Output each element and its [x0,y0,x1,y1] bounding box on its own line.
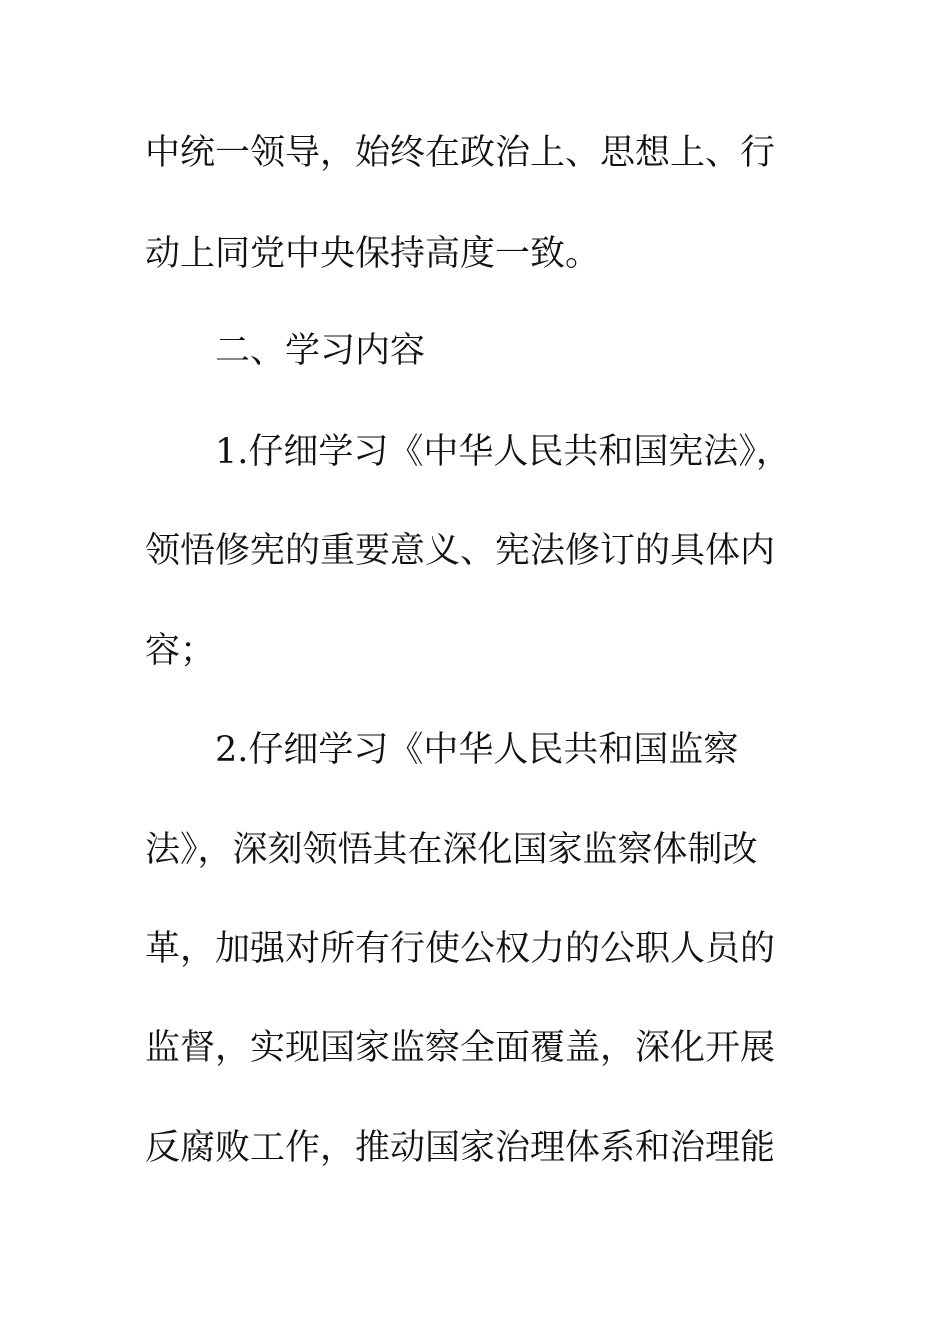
body-text-line: 中统一领导，始终在政治上、思想上、行 [145,133,776,173]
body-text-line: 动上同党中央保持高度一致。 [145,234,601,274]
body-text-line: 法》，深刻领悟其在深化国家监察体制改 [145,830,758,870]
body-text-line: 监督，实现国家监察全面覆盖，深化开展 [145,1028,776,1068]
list-item-text: 2.仔细学习《中华人民共和国监察 [215,730,739,770]
body-text-line: 革，加强对所有行使公权力的公职人员的 [145,929,776,969]
body-text-line: 领悟修宪的重要意义、宪法修订的具体内 [145,531,776,571]
list-item-text: 1.仔细学习《中华人民共和国宪法》， [215,432,791,472]
body-text-line: 容； [145,631,216,671]
body-text-line: 反腐败工作，推动国家治理体系和治理能 [145,1128,776,1168]
section-heading: 二、学习内容 [215,331,426,371]
